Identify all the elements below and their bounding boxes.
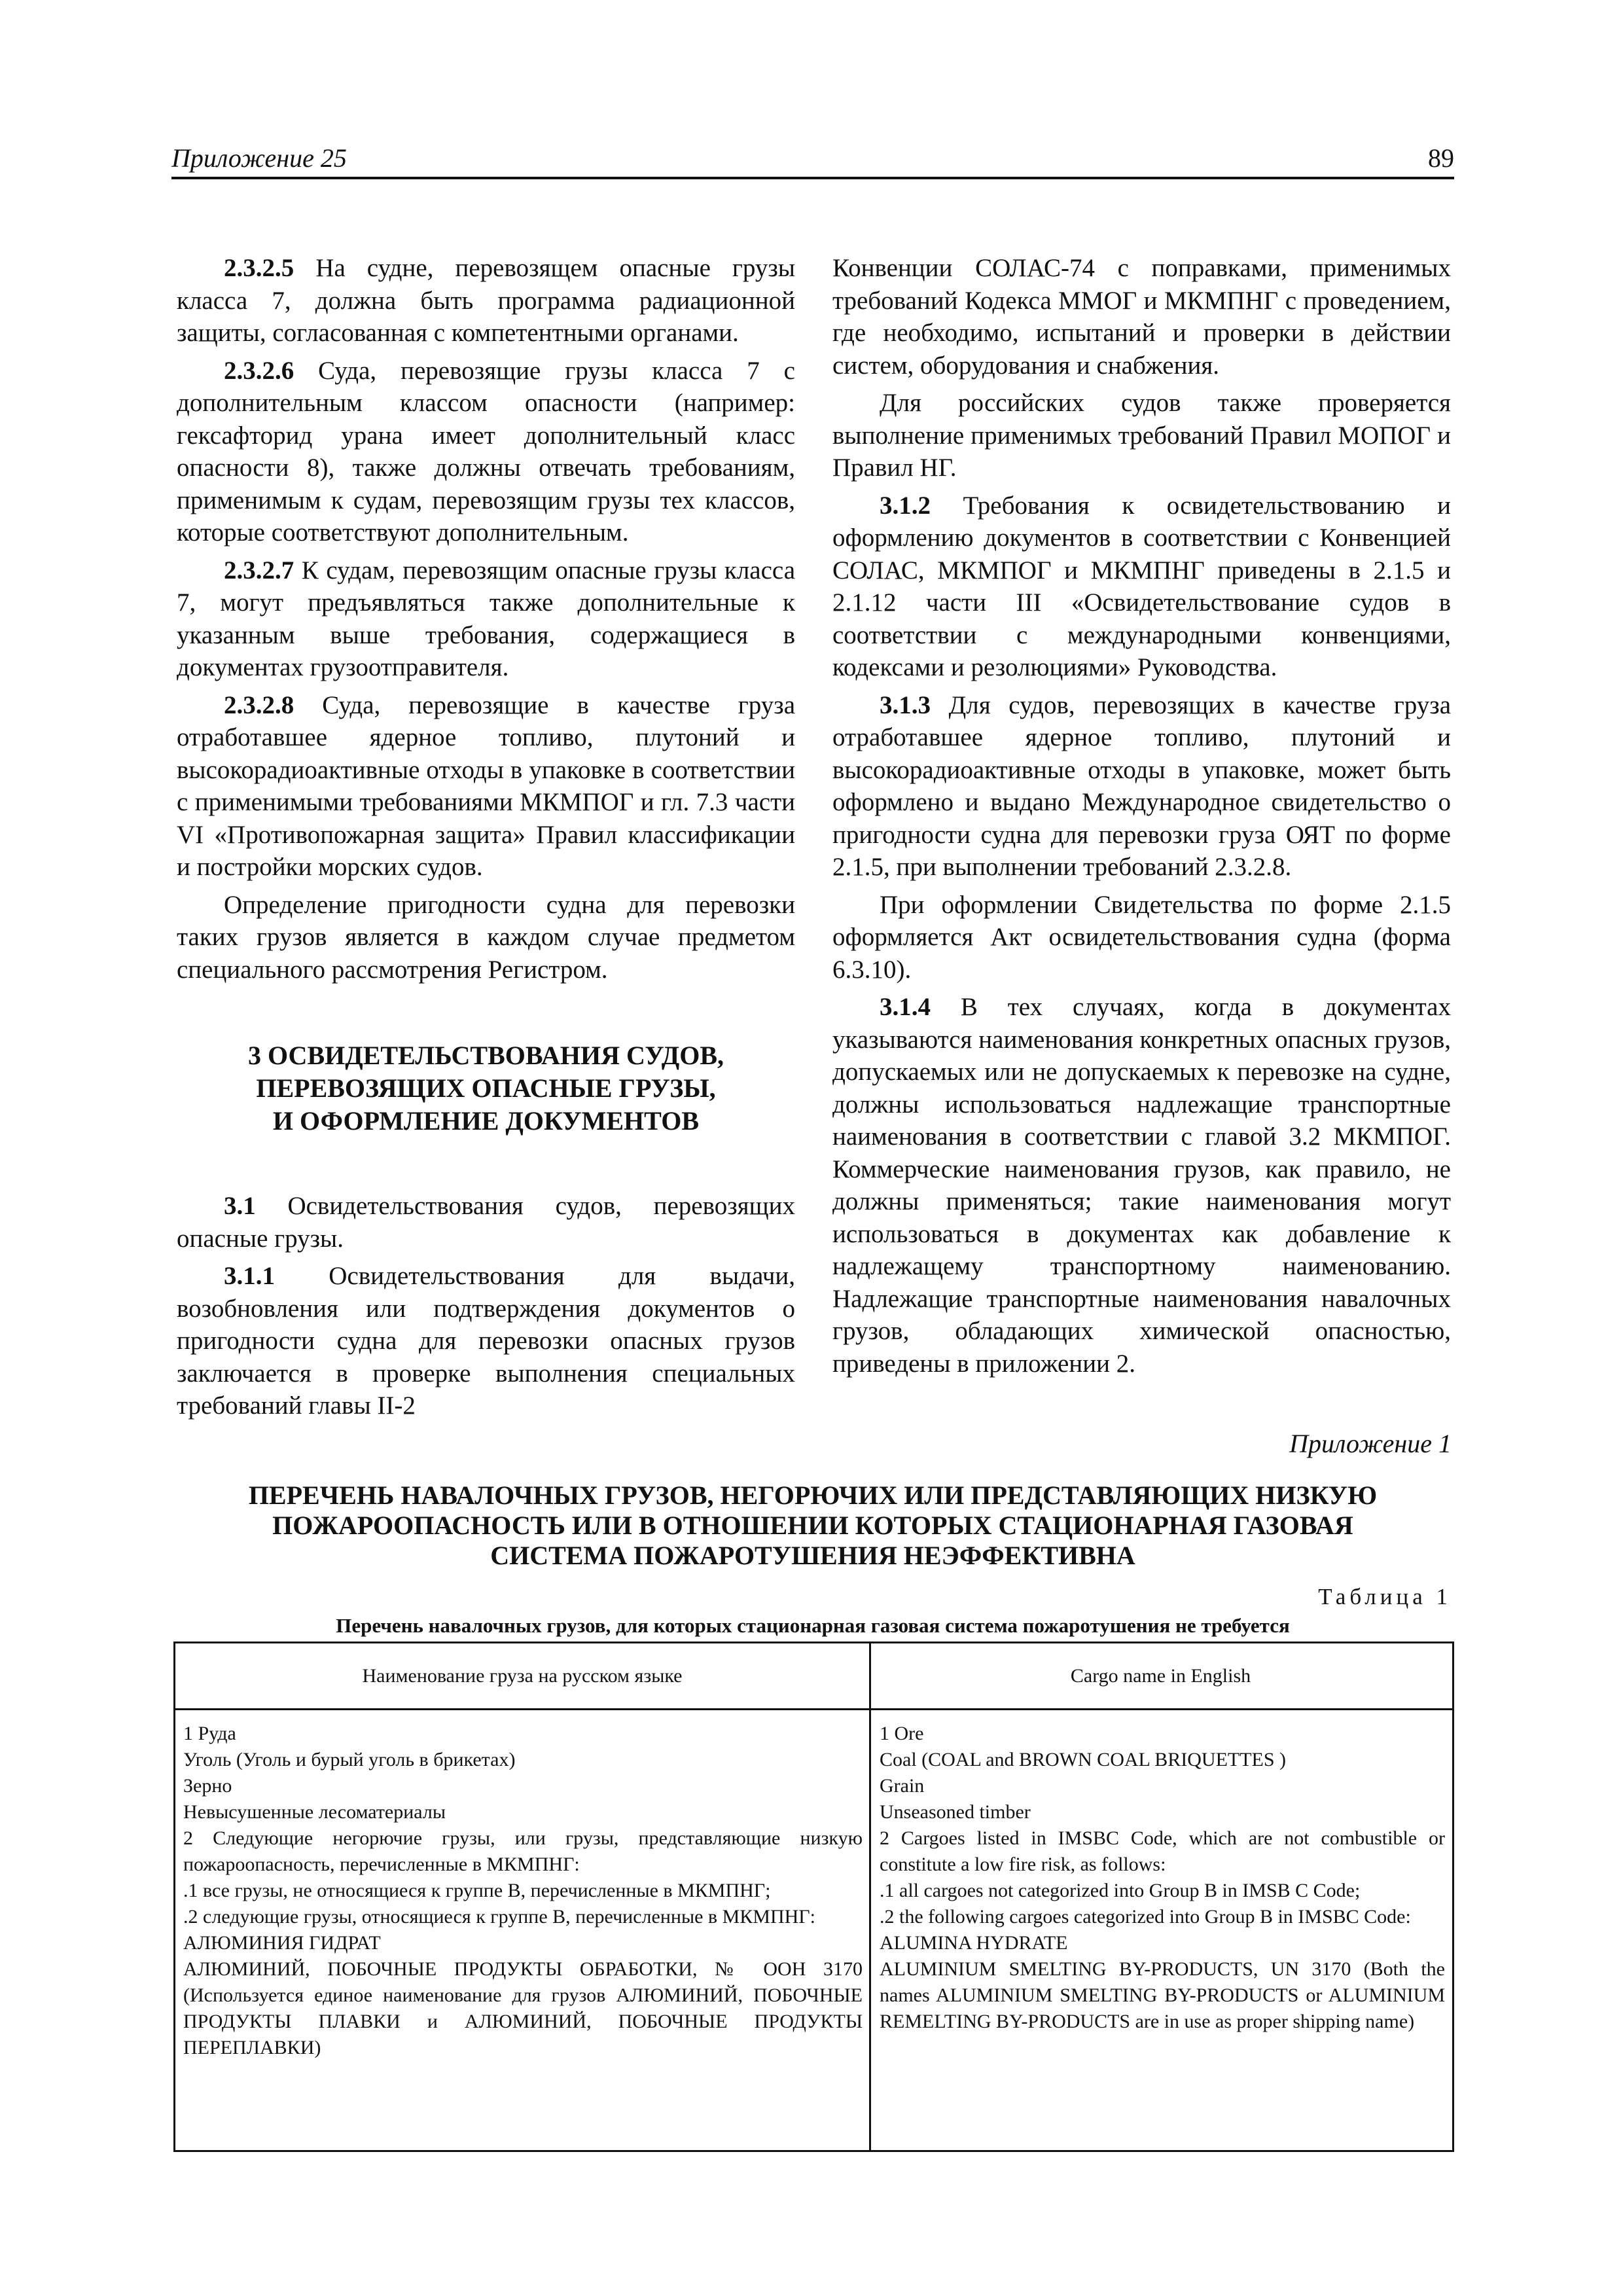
table-line: ALUMINA HYDRATE: [880, 1932, 1068, 1954]
appendix-title-line: СИСТЕМА ПОЖАРОТУШЕНИЯ НЕЭФФЕКТИВНА: [490, 1541, 1135, 1570]
paragraph-text: Для судов, перевозящих в качестве груза отработавшее ядерное топливо, плутоний и высокорадиоактивные отходы в упаковке, может быть оформлено и выдано Международное свидетельство о пригодности судна для перевозки груза ОЯТ по форме 2.1.5, при выполнении требований 2.3.2.8.: [832, 691, 1452, 881]
paragraph: [832, 252, 1451, 382]
table-cell-english: [880, 1721, 1445, 2035]
table-header-russian: Наименование груза на русском языке: [362, 1664, 683, 1687]
paragraph-number: 3.1.1: [224, 1262, 275, 1290]
table-cell-russian: [183, 1721, 863, 2061]
table-line: 2 Cargoes listed in IMSBC Code, which are not combustible or constitute a low fire risk, as follows:: [880, 1827, 1445, 1875]
table-line: .1 all cargoes not categorized into Group B in IMSB C Code;: [880, 1880, 1361, 1901]
table-line: 1 Ore: [880, 1723, 924, 1744]
paragraph-number: 2.3.2.5: [224, 254, 294, 282]
paragraph-text: На судне, перевозящем опасные грузы класса 7, должна быть программа радиационной защиты, согласованная с компетентными органами.: [177, 254, 796, 347]
paragraph-number: 3.1.2: [880, 491, 931, 520]
table-line: .2 the following cargoes categorized into Group B in IMSBC Code:: [880, 1906, 1411, 1928]
paragraph-text: Конвенции СОЛАС-74 с поправками, применимых требований Кодекса ММОГ и МКМПНГ с проведением, где необходимо, испытаний и проверки в действии систем, оборудования и снабжения.: [832, 254, 1451, 380]
paragraph-text: Суда, перевозящие грузы класса 7 с дополнительным классом опасности (например: гексафторид урана имеет дополнительный класс опасности 8), также должны отвечать требованиям, применимым к судам, перевозящим грузы тех классов, которые соответствуют дополнительным.: [177, 356, 795, 547]
table-line: Уголь (Уголь и бурый уголь в брикетах): [183, 1749, 516, 1770]
paragraph-text: При оформлении Свидетельства по форме 2.1.5 оформляется Акт освидетельствования судна (форма 6.3.10).: [832, 890, 1451, 984]
table-header-english: Cargo name in English: [1070, 1664, 1251, 1687]
section-title-line: 3 ОСВИДЕТЕЛЬСТВОВАНИЯ СУДОВ,: [247, 1041, 724, 1070]
paragraph-number: 2.3.2.8: [224, 691, 294, 719]
paragraph: [177, 1190, 795, 1255]
section-title: [177, 1039, 795, 1138]
table-line: .2 следующие грузы, относящиеся к группе В, перечисленные в МКМПНГ:: [183, 1906, 815, 1928]
table-label: Таблица 1: [1318, 1584, 1452, 1609]
paragraph-text: Требования к освидетельствованию и оформлению документов в соответствии с Конвенцией СОЛАС, МКМПОГ и МКМПНГ приведены в 2.1.5 и 2.1.12 части III «Освидетельствование судов в соответствии с международными конвенциями, кодексами и резолюциями» Руководства.: [832, 491, 1451, 681]
paragraph-text: Для российских судов также проверяется выполнение применимых требований Правил МОПОГ и Правил НГ.: [832, 389, 1451, 482]
table-line: 1 Руда: [183, 1723, 236, 1744]
paragraph: [832, 387, 1451, 484]
left-column-continued: [177, 1190, 795, 1427]
paragraph-text: Освидетельствования судов, перевозящих опасные грузы.: [177, 1192, 795, 1253]
paragraph-number: 3.1: [224, 1192, 256, 1220]
table-line: Зерно: [183, 1775, 232, 1797]
paragraph: [177, 355, 795, 549]
paragraph-number: 3.1.3: [880, 691, 931, 719]
table-line: ALUMINIUM SMELTING BY-PRODUCTS, UN 3170 (Both the names ALUMINIUM SMELTING BY-PRODUCTS or ALUMINIUM REMELTING BY-PRODUCTS are in use as proper shipping name): [880, 1958, 1445, 2032]
table-line: Grain: [880, 1775, 925, 1797]
running-header-title: Приложение 25: [171, 143, 347, 173]
appendix-title-line: ПЕРЕЧЕНЬ НАВАЛОЧНЫХ ГРУЗОВ, НЕГОРЮЧИХ ИЛИ ПРЕДСТАВЛЯЮЩИХ НИЗКУЮ: [248, 1480, 1378, 1510]
section-title-line: ПЕРЕВОЗЯЩИХ ОПАСНЫЕ ГРУЗЫ,: [256, 1073, 716, 1103]
paragraph: [832, 490, 1451, 684]
paragraph-text: В тех случаях, когда в документах указываются наименования конкретных опасных грузов, допускаемых или не допускаемых к перевозке на судне, должны использоваться надлежащие транспортные наименования в соответствии с главой 3.2 МКМПОГ. Коммерческие наименования грузов, как правило, не должны применяться; такие наименования могут использоваться в документах как добавление к надлежащему транспортному наименованию. Надлежащие транспортные наименования навалочных грузов, обладающих химической опасностью, приведены в приложении 2.: [832, 993, 1451, 1378]
table-header-row: [175, 1643, 1452, 1710]
table-line: АЛЮМИНИЯ ГИДРАТ: [183, 1932, 381, 1954]
paragraph: [832, 889, 1451, 986]
table-line: Unseasoned timber: [880, 1801, 1031, 1823]
paragraph-number: 2.3.2.7: [224, 556, 294, 584]
table-line: Невысушенные лесоматериалы: [183, 1801, 446, 1823]
paragraph: [177, 554, 795, 684]
table-line: АЛЮМИНИЙ, ПОБОЧНЫЕ ПРОДУКТЫ ОБРАБОТКИ, № ООН 3170 (Используется единое наименование для грузов АЛЮМИНИЙ, ПОБОЧНЫЕ ПРОДУКТЫ ПЛАВКИ и АЛЮМИНИЙ, ПОБОЧНЫЕ ПРОДУКТЫ ПЕРЕПЛАВКИ): [183, 1958, 863, 2058]
paragraph-text: К судам, перевозящим опасные грузы класса 7, могут предъявляться также дополнительные к указанным выше требования, содержащиеся в документах грузоотправителя.: [177, 556, 796, 681]
paragraph-text: Суда, перевозящие в качестве груза отработавшее ядерное топливо, плутоний и высокорадиоактивные отходы в упаковке в соответствии с применимыми требованиями МКМПОГ и гл. 7.3 части VI «Противопожарная защита» Правил классификации и постройки морских судов.: [177, 691, 796, 881]
paragraph: [832, 991, 1451, 1380]
left-column: [177, 252, 795, 991]
cargo-table: [173, 1641, 1454, 2152]
table-line: Coal (COAL and BROWN COAL BRIQUETTES ): [880, 1749, 1287, 1770]
paragraph: [177, 689, 795, 884]
table-column-divider: [869, 1643, 871, 2150]
header-rule: [171, 177, 1454, 179]
paragraph: [177, 252, 795, 350]
section-title-line: И ОФОРМЛЕНИЕ ДОКУМЕНТОВ: [272, 1106, 700, 1136]
paragraph-number: 3.1.4: [880, 993, 931, 1021]
page-number: 89: [1428, 143, 1454, 173]
table-line: 2 Следующие негорючие грузы, или грузы, представляющие низкую пожароопасность, перечисленные в МКМПНГ:: [183, 1827, 863, 1875]
paragraph: [177, 889, 795, 986]
table-caption: Перечень навалочных грузов, для которых стационарная газовая система пожаротушения не требуется: [336, 1614, 1290, 1637]
appendix-label: Приложение 1: [1289, 1429, 1452, 1458]
paragraph-number: 2.3.2.6: [224, 356, 294, 385]
paragraph: [832, 689, 1451, 884]
paragraph-text: Освидетельствования для выдачи, возобновления или подтверждения документов о пригодности судна для перевозки опасных грузов заключается в проверке выполнения специальных требований главы II-2: [177, 1262, 795, 1420]
appendix-title-line: ПОЖАРООПАСНОСТЬ ИЛИ В ОТНОШЕНИИ КОТОРЫХ СТАЦИОНАРНАЯ ГАЗОВАЯ: [272, 1511, 1353, 1540]
appendix-title: [171, 1480, 1454, 1571]
table-line: .1 все грузы, не относящиеся к группе В, перечисленные в МКМПНГ;: [183, 1880, 771, 1901]
paragraph-text: Определение пригодности судна для перевозки таких грузов является в каждом случае предметом специального рассмотрения Регистром.: [177, 890, 795, 984]
right-column: [832, 252, 1451, 1385]
paragraph: [177, 1260, 795, 1422]
